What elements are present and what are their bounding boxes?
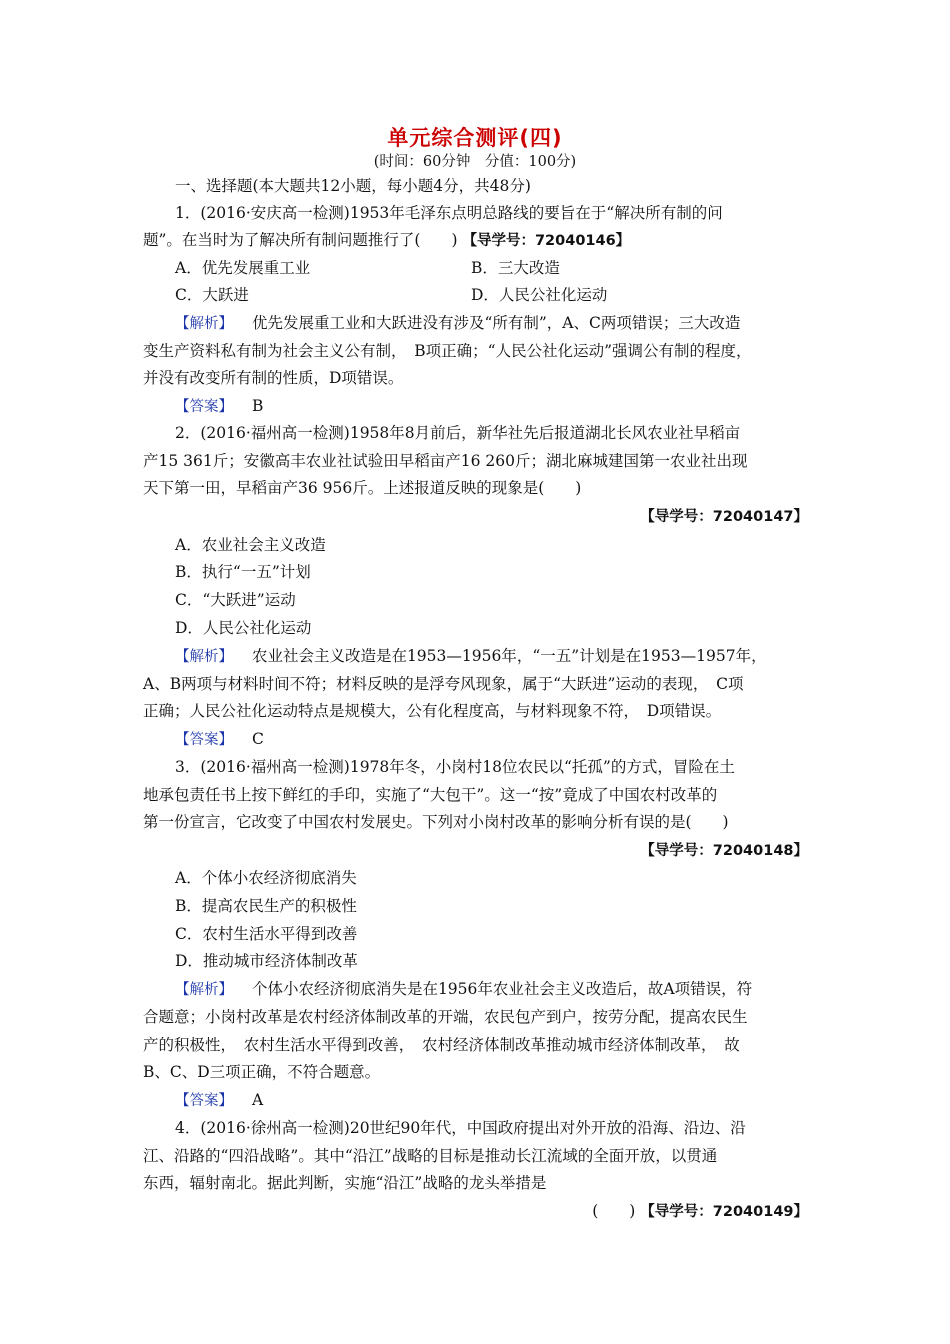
q2-analysis-tag: 【解析】 [175,649,233,665]
q3-guide-number: 【导学号：72040148】 [640,843,808,859]
q2-analysis-text: 农业社会主义改造是在1953—1956年，“一五”计划是在1953—1957年， [251,647,767,665]
section-heading: 一、选择题(本大题共12小题，每小题4分，共48分) [175,177,531,195]
q1-analysis-tag: 【解析】 [175,316,233,332]
q1-analysis-line-3: 并没有改变所有制的性质，D项错误。 [143,369,404,387]
q3-analysis-line-3: 产的积极性， 农村生活水平得到改善， 农村经济体制改革推动城市经济体制改革， 故 [143,1036,740,1054]
q1-option-b: B．三大改造 [471,259,560,277]
q3-stem-line-1: 3．(2016·福州高一检测)1978年冬，小岗村18位农民以“托孤”的方式，冒险在土 [175,758,735,776]
q4-stem-line-1: 4．(2016·徐州高一检测)20世纪90年代，中国政府提出对外开放的沿海、沿边、沿 [175,1119,746,1137]
q2-option-c: C．“大跃进”运动 [175,591,296,609]
q3-option-d: D．推动城市经济体制改革 [175,952,358,970]
q1-answer [175,396,263,417]
q4-stem-line-2: 江、沿路的“四沿战略”。其中“沿江”战略的目标是推动长江流域的全面开放，以贯通 [143,1147,718,1165]
q2-option-a: A．农业社会主义改造 [175,536,326,554]
q2-analysis-line-3: 正确；人民公社化运动特点是规模大，公有化程度高，与材料现象不符， D项错误。 [143,702,722,720]
q3-stem-line-3: 第一份宣言，它改变了中国农村发展史。下列对小岗村改革的影响分析有误的是( ) [143,813,729,831]
q1-option-a: A．优先发展重工业 [175,259,311,277]
q4-paren-and-guide [520,1201,808,1222]
q2-stem-line-2: 产15 361斤；安徽高丰农业社试验田早稻亩产16 260斤；湖北麻城建国第一农业社出现 [143,452,748,470]
q3-option-a: A．个体小农经济彻底消失 [175,869,357,887]
q3-stem-line-2: 地承包责任书上按下鲜红的手印，实施了“大包干”。这一“按”竟成了中国农村改革的 [143,786,718,804]
q2-answer [175,729,264,750]
q2-answer-value: C [251,730,264,748]
q1-guide-number: 【导学号：72040146】 [462,233,631,249]
q1-option-c: C．大跃进 [175,286,249,304]
q3-answer [175,1090,263,1111]
q1-stem-line-2 [143,230,630,251]
q2-analysis-line-2: A、B两项与材料时间不符；材料反映的是浮夸风现象，属于“大跃进”运动的表现， C项 [143,675,744,693]
q1-stem-text: 题”。在当时为了解决所有制问题推行了( ) [143,231,458,249]
page-subtitle: (时间：60分钟 分值：100分) [373,154,577,170]
q2-stem-line-1: 2．(2016·福州高一检测)1958年8月前后，新华社先后报道湖北长风农业社早稻亩 [175,424,741,442]
q3-analysis-line-2: 合题意；小岗村改革是农村经济体制改革的开端，农民包产到户，按劳分配，提高农民生 [143,1008,748,1026]
q1-option-d: D．人民公社化运动 [471,286,608,304]
q2-answer-tag: 【答案】 [175,732,233,748]
q1-answer-tag: 【答案】 [175,399,233,415]
q1-analysis-line-2: 变生产资料私有制为社会主义公有制， B项正确；“人民公社化运动”强调公有制的程度， [143,342,752,360]
q4-stem-line-3: 东西，辐射南北。据此判断，实施“沿江”战略的龙头举措是 [143,1174,547,1192]
q4-guide-number: 【导学号：72040149】 [640,1204,808,1220]
q1-analysis-line-1 [175,313,740,334]
q3-analysis-line-4: B、C、D三项正确，不符合题意。 [143,1063,381,1081]
q3-answer-tag: 【答案】 [175,1093,233,1109]
q2-stem-line-3: 天下第一田，早稻亩产36 956斤。上述报道反映的现象是( ) [143,479,582,497]
q2-option-b: B．执行“一五”计划 [175,563,311,581]
q1-answer-value: B [251,397,264,415]
q2-guide-number: 【导学号：72040147】 [640,509,808,525]
q1-analysis-text: 优先发展重工业和大跃进没有涉及“所有制”，A、C两项错误；三大改造 [251,314,741,332]
q3-option-c: C．农村生活水平得到改善 [175,925,358,943]
q2-option-d: D．人民公社化运动 [175,619,312,637]
q1-stem-line-1: 1．(2016·安庆高一检测)1953年毛泽东点明总路线的要旨在于“解决所有制的问 [175,204,723,222]
q3-analysis-text: 个体小农经济彻底消失是在1956年农业社会主义改造后，故A项错误，符 [251,980,753,998]
q3-analysis-line-1 [175,979,752,1000]
page-title: 单元综合测评(四) [387,126,563,150]
q3-analysis-tag: 【解析】 [175,982,233,998]
q2-analysis-line-1 [175,646,767,667]
q3-option-b: B．提高农民生产的积极性 [175,897,357,915]
q4-answer-paren: ( ) [592,1202,636,1220]
q3-answer-value: A [251,1091,264,1109]
